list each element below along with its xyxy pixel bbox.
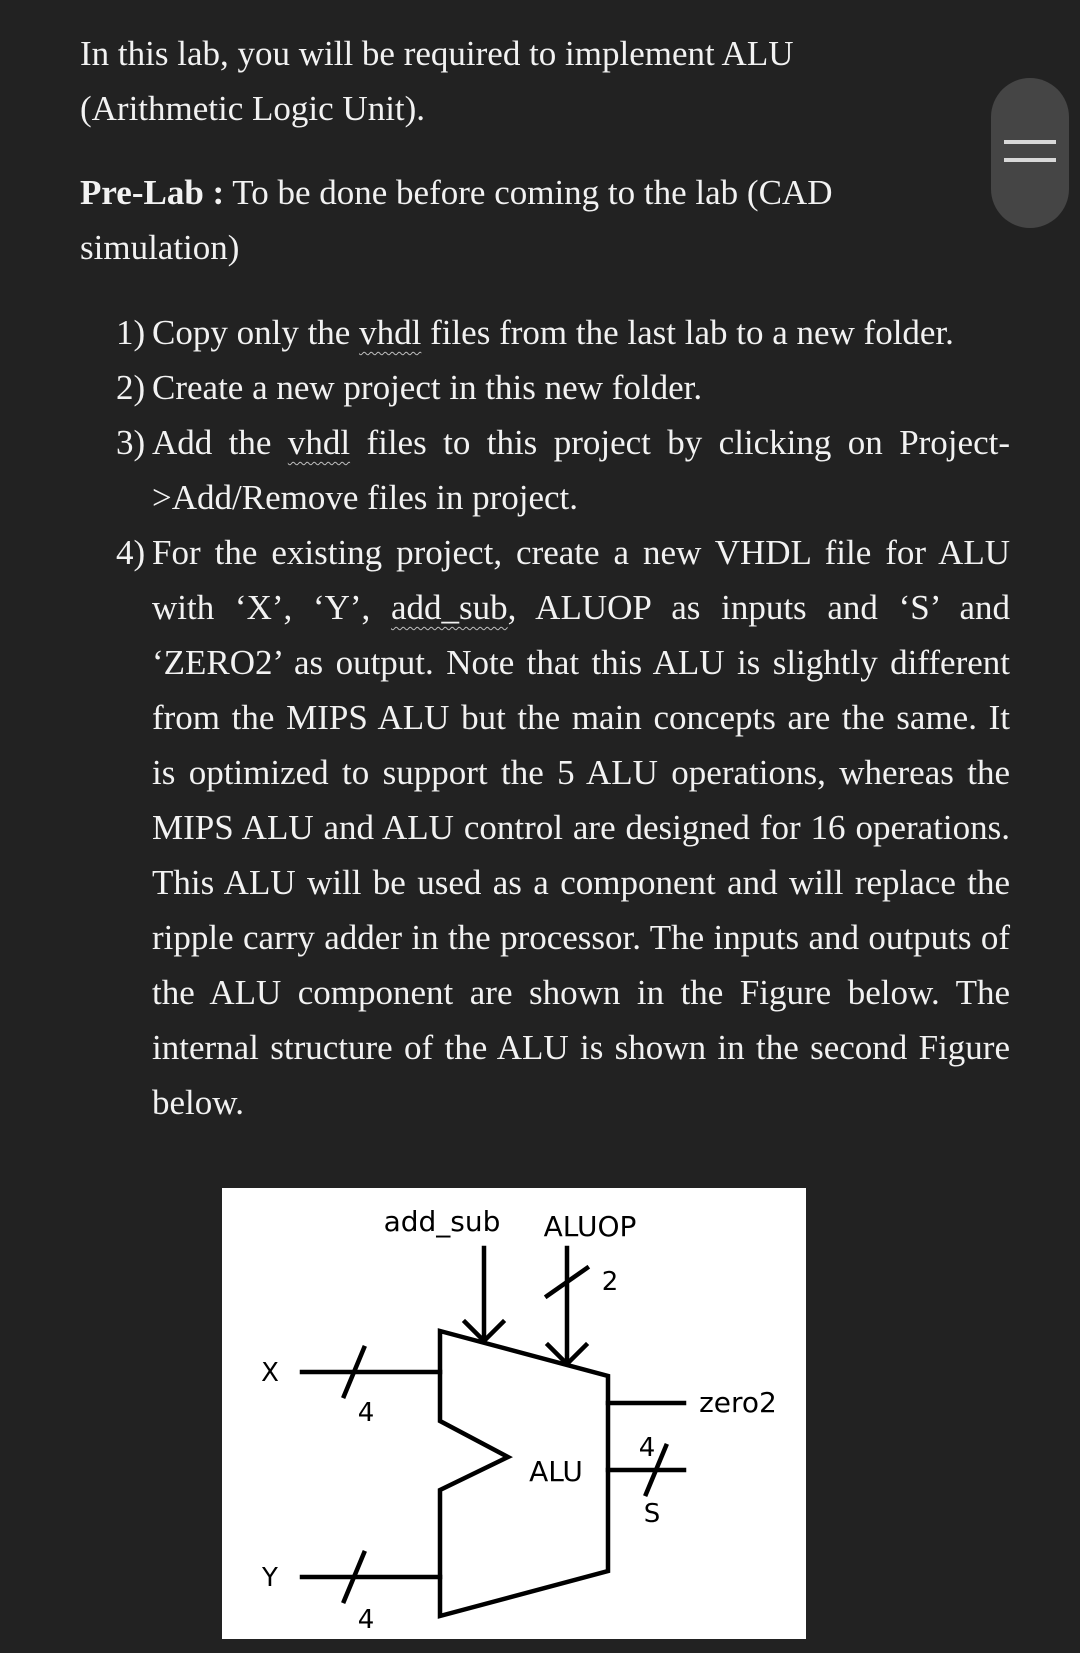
step-text: For the existing project, create a new VHDL file for ALU with ‘X’, ‘Y’, bbox=[152, 533, 1010, 627]
zero2-label: zero2 bbox=[699, 1386, 777, 1419]
step-list bbox=[80, 305, 1010, 1130]
alu-label: ALU bbox=[529, 1455, 583, 1488]
step-text: Copy only the bbox=[152, 313, 360, 352]
list-item bbox=[80, 525, 1010, 1130]
s-width-label: 4 bbox=[638, 1433, 656, 1463]
spellcheck-word: add_sub bbox=[391, 588, 508, 627]
document-body bbox=[80, 26, 1010, 1130]
prelab-text: To be done before coming to the lab (CAD simulation) bbox=[80, 173, 833, 267]
aluop-label: ALUOP bbox=[543, 1210, 637, 1243]
step-text: , ALUOP as inputs and ‘S’ and ‘ZERO2’ as output. Note that this ALU is slightly different from the MIPS ALU but the main concepts are the same. It is optimized to support the 5 ALU operations, whereas the MIPS ALU and ALU control are designed for 16 operations. This ALU will be used as a component and will replace the ripple carry adder in the processor. The inputs and outputs of the ALU component are shown in the Figure below. The internal structure of the ALU is shown in the second Figure below. bbox=[152, 588, 1010, 1122]
y-label: Y bbox=[262, 1563, 278, 1593]
step-text: files from the last lab to a new folder. bbox=[421, 313, 954, 352]
list-item bbox=[80, 360, 1010, 415]
add-sub-label: add_sub bbox=[383, 1205, 501, 1238]
intro-paragraph: In this lab, you will be required to implement ALU (Arithmetic Logic Unit). bbox=[80, 34, 794, 128]
alu-figure bbox=[222, 1188, 806, 1639]
x-width-label: 4 bbox=[357, 1398, 375, 1428]
list-item bbox=[80, 305, 1010, 360]
prelab-heading: Pre-Lab : bbox=[80, 173, 225, 212]
step-text: Add the bbox=[152, 423, 288, 462]
spellcheck-word: vhdl bbox=[287, 423, 351, 462]
aluop-width-label: 2 bbox=[601, 1267, 619, 1297]
step-number: 1) bbox=[116, 313, 146, 352]
y-width-label: 4 bbox=[357, 1605, 375, 1635]
scroll-drag-handle[interactable] bbox=[991, 78, 1069, 228]
step-text: files to this project by clicking on Project->Add/Remove files in project. bbox=[152, 423, 1010, 517]
s-label: S bbox=[643, 1499, 661, 1529]
x-label: X bbox=[261, 1358, 279, 1388]
step-number: 3) bbox=[116, 423, 146, 462]
prelab-paragraph bbox=[80, 165, 960, 275]
step-text: Create a new project in this new folder. bbox=[152, 368, 703, 407]
step-number: 4) bbox=[116, 533, 146, 572]
alu-diagram bbox=[222, 1188, 806, 1639]
step-number: 2) bbox=[116, 368, 146, 407]
spellcheck-word: vhdl bbox=[359, 313, 422, 352]
list-item bbox=[80, 415, 1010, 525]
